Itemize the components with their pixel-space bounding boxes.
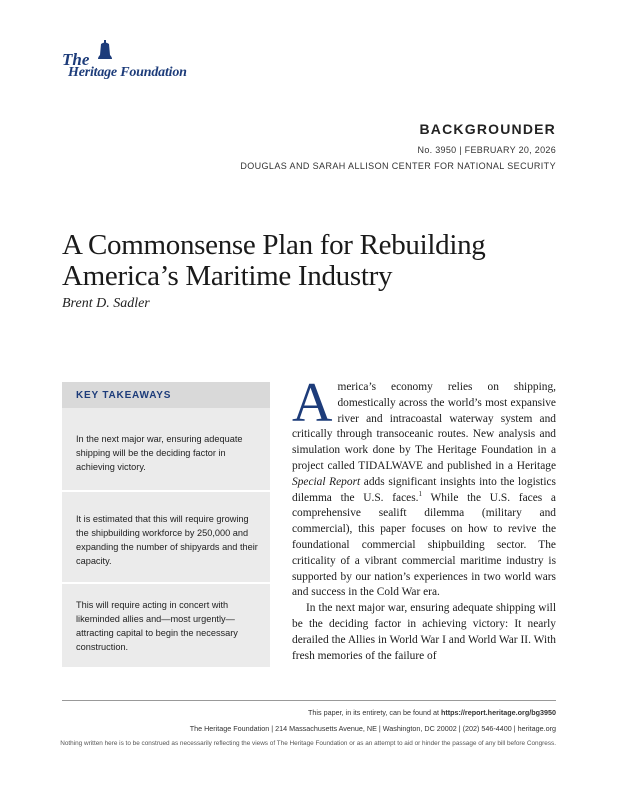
footer-disclaimer: Nothing written here is to be construed as necessarily reflecting the views of The Heritage Foundation or as an attempt to aid or hinder the passage of any bill before Congress. [60, 740, 556, 747]
divider [62, 582, 270, 584]
liberty-bell-icon [98, 40, 112, 62]
text-run: merica’s economy relies on shipping, domestically across the world’s most expansive river and intracoastal waterway system and critically through transoceanic routes. New analysis and simulation work done by The Heritage Foundation in a project called TIDALWAVE and published in a Heritage [292, 381, 556, 472]
paragraph: In the next major war, ensuring adequate shipping will be the deciding factor in achieving victory: It nearly derailed the Allies in World War I and World War II. With fresh memories of the failure of [292, 602, 556, 662]
key-takeaways-heading: KEY TAKEAWAYS [62, 382, 270, 408]
paragraph [292, 372, 556, 601]
logo-the: The [62, 50, 90, 69]
logo-name: Heritage Foundation [68, 65, 187, 80]
footer-url-line [308, 708, 556, 717]
footer-address: The Heritage Foundation | 214 Massachusetts Avenue, NE | Washington, DC 20002 | (202) 546-4400 | heritage.org [189, 724, 556, 733]
italic-title: Special Report [292, 475, 361, 488]
document-number-date: No. 3950 | FEBRUARY 20, 2026 [417, 145, 556, 155]
page-title: A Commonsense Plan for Rebuilding America’s Maritime Industry [62, 229, 486, 292]
text-run: While the U.S. faces a comprehensive sealift dilemma (military and commercial), this paper focuses on how to revive the foundational commercial shipbuilding sector. The criticality of a vibrant commercial maritime industry is supported by our nation’s experiences in two world wars and success in the Cold War era. [292, 491, 556, 599]
footer-text: This paper, in its entirety, can be found at [308, 708, 441, 717]
footer-divider [62, 700, 556, 701]
author: Brent D. Sadler [62, 296, 150, 311]
document-header [240, 121, 556, 171]
footnote-ref[interactable]: 1 [418, 489, 423, 498]
report-link[interactable]: https://report.heritage.org/bg3950 [440, 708, 556, 717]
drop-cap: A [292, 372, 333, 434]
takeaway-item: It is estimated that this will require growing the shipbuilding workforce by 250,000 and expanding the number of shipyards and their capacity. [76, 514, 258, 566]
research-center: DOUGLAS AND SARAH ALLISON CENTER FOR NATIONAL SECURITY [240, 161, 556, 171]
key-takeaways-panel [62, 382, 270, 667]
body-text [292, 372, 556, 664]
text-run: adds significant insights into the logistics dilemma the U.S. faces. [292, 475, 556, 504]
heritage-logo [62, 40, 222, 82]
takeaway-item: In the next major war, ensuring adequate shipping will be the deciding factor in achieving victory. [76, 434, 243, 472]
divider [62, 490, 270, 492]
takeaway-item: This will require acting in concert with likeminded allies and—most urgently—attracting capital to begin the necessary construction. [76, 600, 238, 652]
document-type: BACKGROUNDER [419, 121, 556, 137]
